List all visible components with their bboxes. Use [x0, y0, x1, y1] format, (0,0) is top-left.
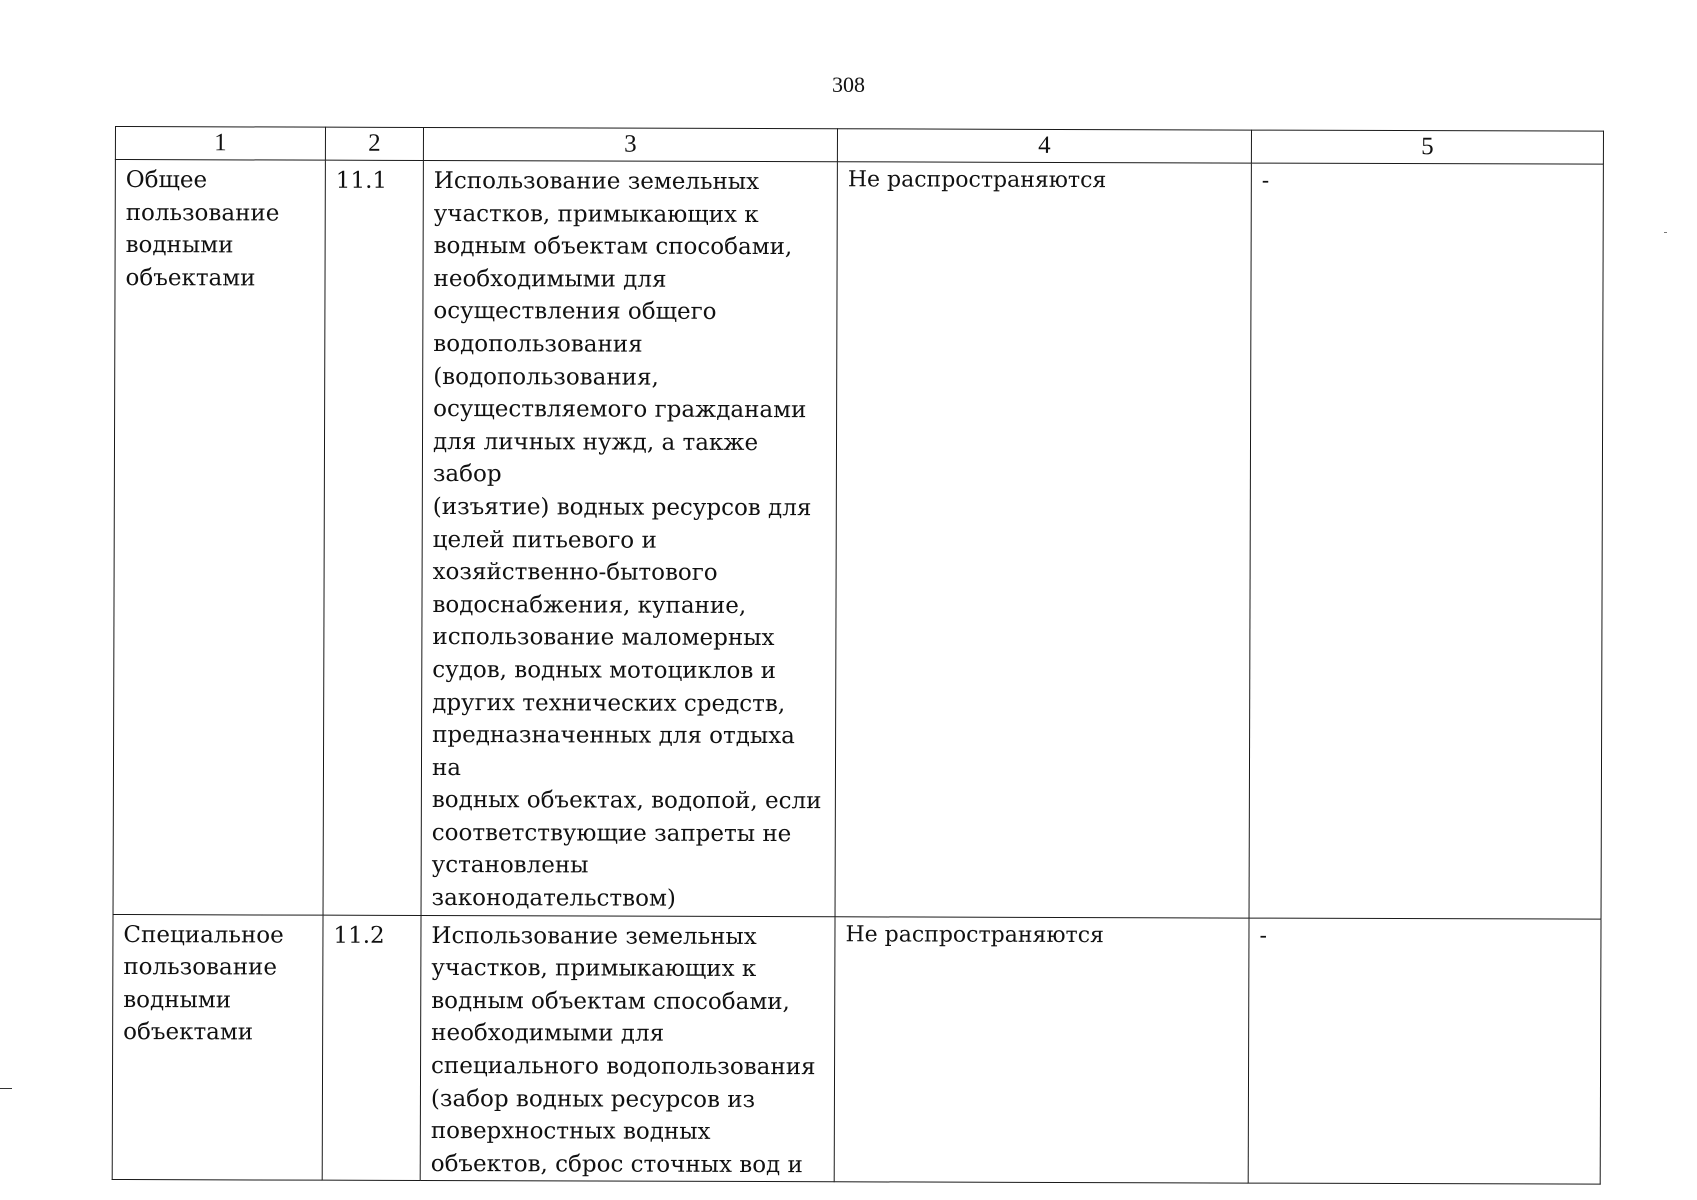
column-header-5: 5	[1251, 130, 1603, 164]
column-header-4: 4	[837, 129, 1251, 163]
use-type-code-cell	[323, 160, 423, 915]
land-use-table	[112, 126, 1604, 1185]
table-header	[115, 127, 1603, 165]
column-header-1: 1	[115, 127, 325, 161]
page-number: 308	[832, 72, 865, 97]
use-type-description-cell	[420, 915, 835, 1182]
header-row	[115, 127, 1603, 165]
column-5-cell	[1248, 918, 1601, 1185]
use-type-code: 11.2	[333, 922, 385, 949]
use-type-name-cell	[113, 160, 325, 915]
use-type-code-cell	[322, 915, 421, 1181]
column-header-3: 3	[423, 127, 837, 161]
column-4-value: Не распространяются	[845, 921, 1104, 948]
column-4-cell	[834, 916, 1249, 1183]
use-type-name: Специальное пользование водными объектами	[123, 921, 284, 1046]
use-type-code: 11.1	[335, 167, 388, 194]
scan-artifact-mark	[0, 1088, 12, 1089]
use-type-description: Использование земельных участков, примыкающих к водным объектам способами, необходимыми для осуществления общего водопользования (водопользования, осуществляемого гражданами для личных нужд, а также забор (изъятие) водных ресурсов для целей питьевого и хозяйственно-бытового водоснабжения, купание, использование маломерных судов, водных мотоциклов и других технических средств, предназначенных для отдыха на водных объектах, водопой, если соответствующие запреты не установлены законодательством)	[431, 168, 822, 912]
scan-artifact-mark	[1664, 232, 1667, 233]
use-type-description-cell	[421, 160, 837, 916]
column-5-value: -	[1259, 923, 1267, 949]
table-row	[112, 914, 1601, 1184]
use-type-description: Использование земельных участков, примыкающих к водным объектам способами, необходимыми для специального водопользования (забор водных ресурсов из поверхностных водных объектов, сброс сточных вод и	[430, 922, 816, 1178]
column-4-value: Не распространяются	[847, 167, 1107, 194]
use-type-name-cell	[112, 914, 323, 1180]
column-5-value: -	[1261, 168, 1270, 194]
column-header-2: 2	[325, 127, 423, 160]
table-body	[112, 160, 1603, 1185]
use-type-name: Общее пользование водными объектами	[125, 167, 280, 292]
table-row	[113, 160, 1603, 919]
column-5-cell	[1249, 163, 1603, 919]
column-4-cell	[835, 162, 1251, 918]
